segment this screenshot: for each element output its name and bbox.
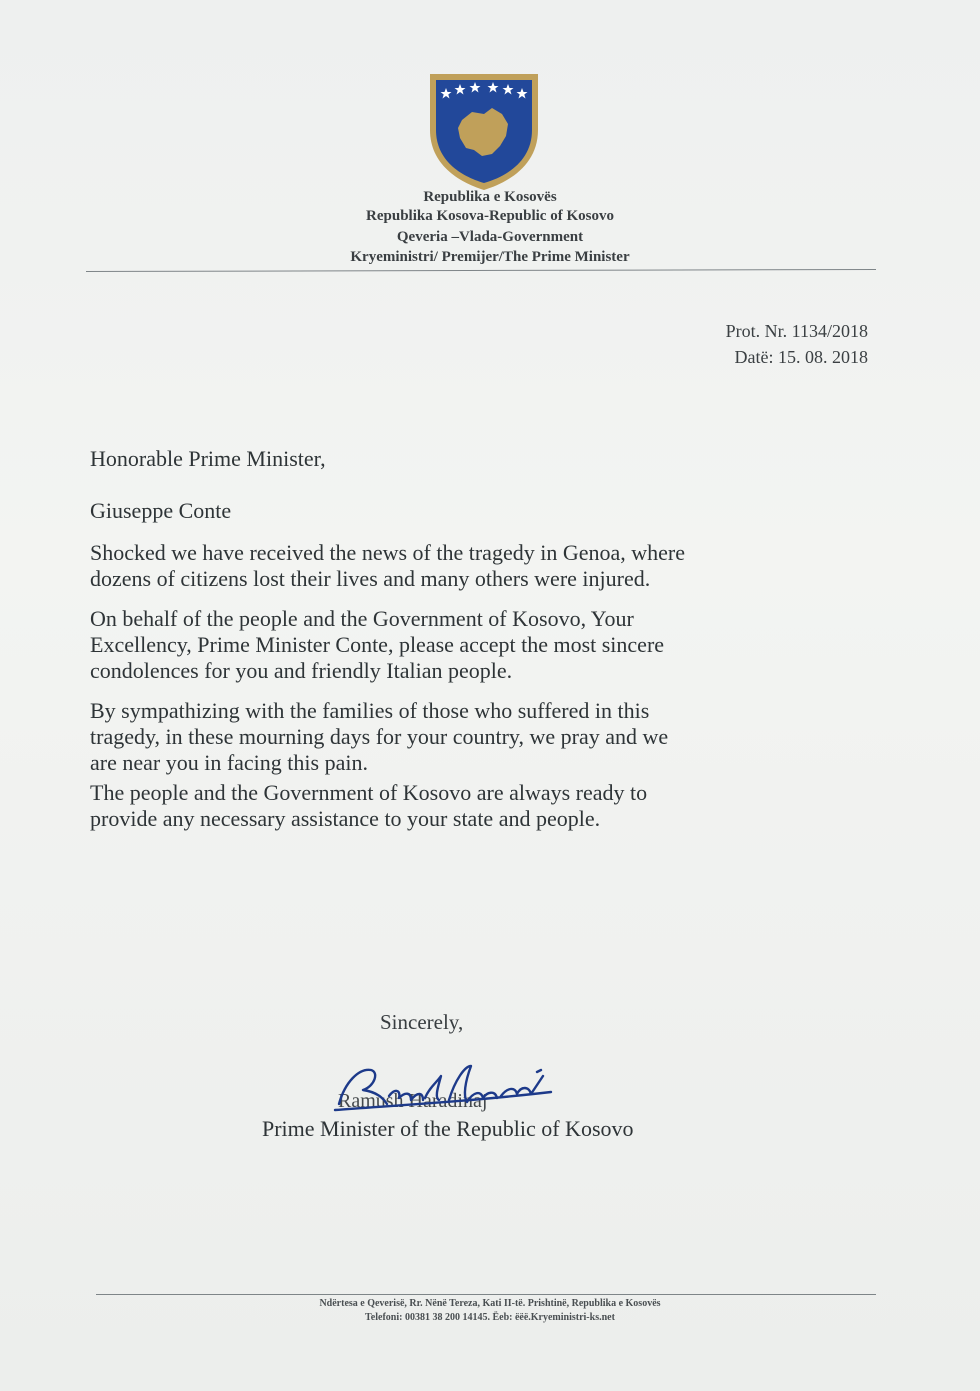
letter-body (90, 446, 880, 846)
paragraph-sympathy (90, 698, 880, 776)
signatory-name: Ramush Haradinaj (338, 1090, 488, 1112)
letterhead-prime-minister: Kryeministri/ Premijer/The Prime Minister (350, 249, 630, 265)
handwritten-signature (325, 1052, 565, 1122)
paragraph-line: The people and the Government of Kosovo are always ready to (90, 780, 648, 805)
signatory-title: Prime Minister of the Republic of Kosovo (262, 1116, 634, 1141)
paragraph-line: are near you in facing this pain. (90, 750, 368, 775)
paragraph-line: condolences for you and friendly Italian people. (90, 658, 513, 683)
footer-address: Ndërtesa e Qeverisë, Rr. Nënë Tereza, Kati II-të. Prishtinë, Republika e Kosovës (319, 1298, 661, 1309)
reference-block (726, 318, 868, 370)
letterhead-republic-serbian-english: Republika Kosova-Republic of Kosovo (366, 208, 614, 224)
paragraph-line: Excellency, Prime Minister Conte, please accept the most sincere (90, 632, 665, 657)
paragraph-line: By sympathizing with the families of those who suffered in this (90, 698, 650, 723)
footer-divider (96, 1294, 876, 1295)
paragraph-condolences (90, 606, 880, 684)
letterhead-republic-albanian: Republika e Kosovës (423, 189, 557, 205)
salutation: Honorable Prime Minister, (90, 446, 326, 471)
letterhead-divider (86, 269, 876, 272)
coat-of-arms-emblem (422, 68, 546, 192)
paragraph-line: provide any necessary assistance to your state and people. (90, 806, 601, 831)
paragraph-tragedy-news (90, 540, 880, 592)
addressee: Giuseppe Conte (90, 498, 232, 523)
paragraph-line: dozens of citizens lost their lives and many others were injured. (90, 566, 651, 591)
footer-contact: Telefoni: 00381 38 200 14145. Ëeb: ëëë.Kryeministri-ks.net (365, 1312, 615, 1323)
paragraph-line: On behalf of the people and the Government of Kosovo, Your (90, 606, 634, 631)
paragraph-line: tragedy, in these mourning days for your country, we pray and we (90, 724, 669, 749)
paragraph-assistance (90, 780, 880, 832)
protocol-number: Prot. Nr. 1134/2018 (725, 321, 868, 341)
letter-date: Datë: 15. 08. 2018 (734, 347, 868, 367)
closing: Sincerely, (380, 1010, 464, 1034)
letterhead-government: Qeveria –Vlada-Government (396, 229, 584, 245)
paragraph-line: Shocked we have received the news of the tragedy in Genoa, where (90, 540, 685, 565)
